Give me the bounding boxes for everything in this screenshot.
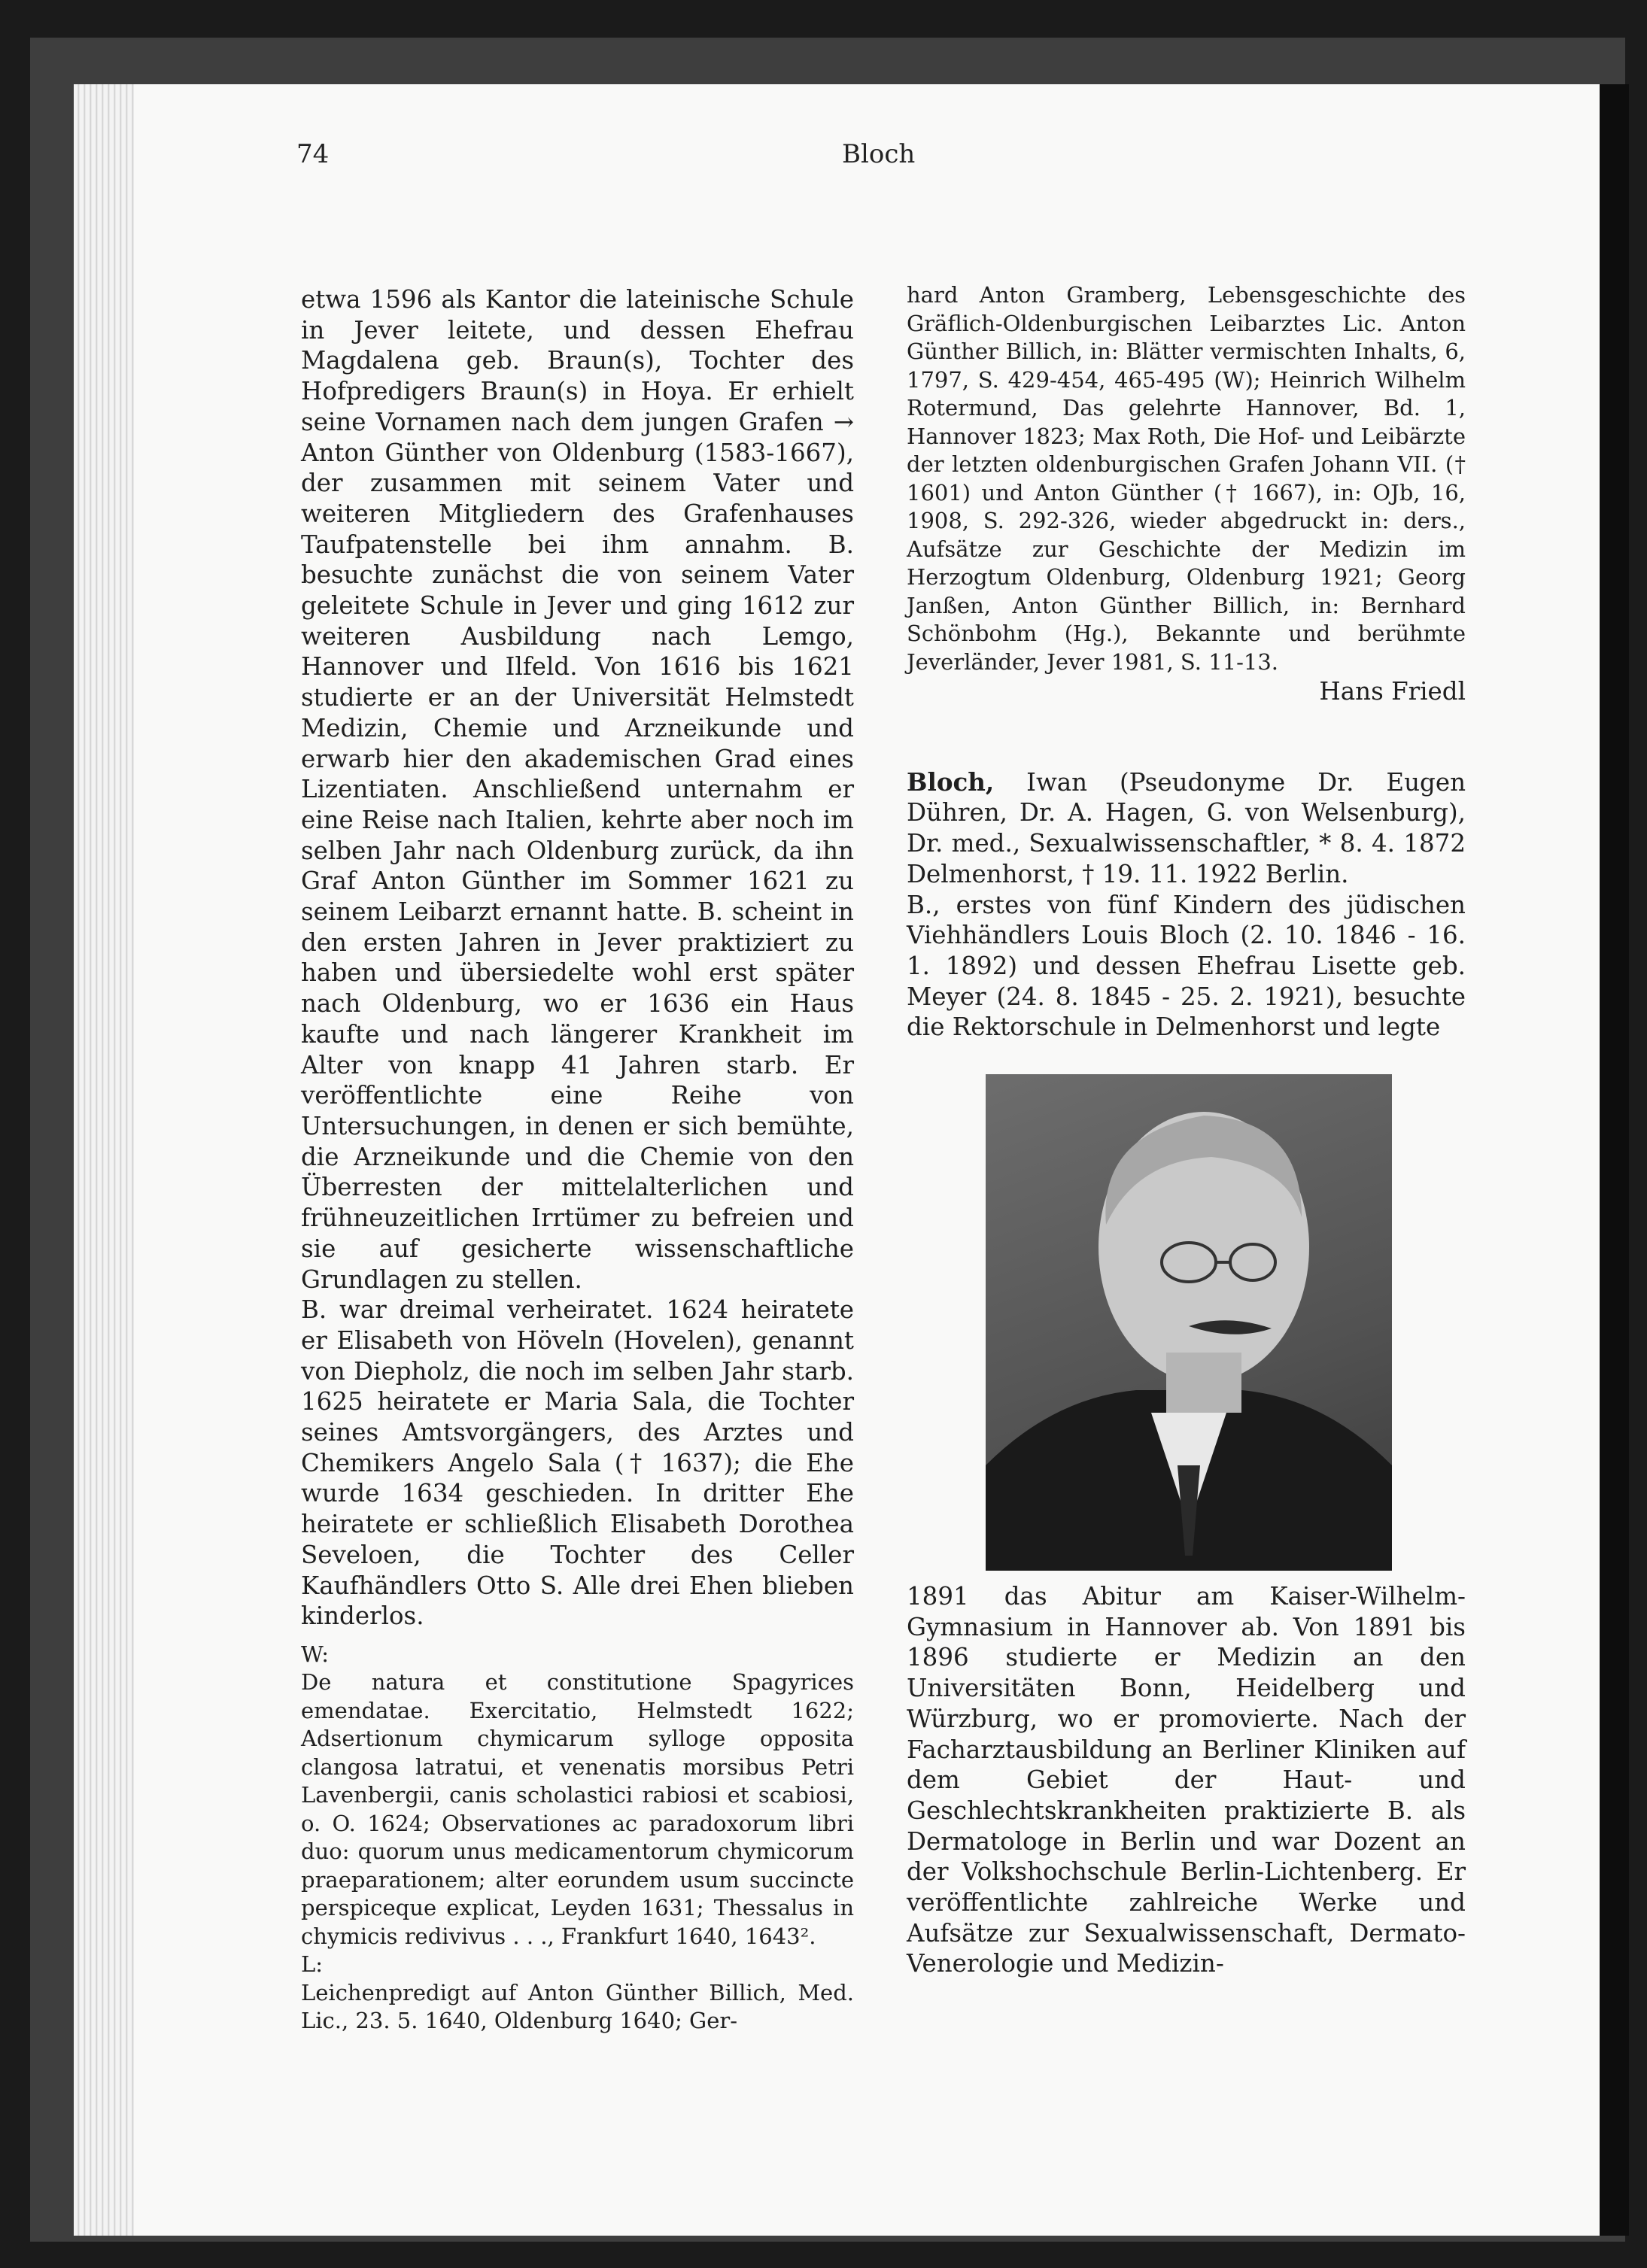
body-paragraph: B. war dreimal verheiratet. 1624 heiratete er Elisabeth von Höveln (Hovelen), genannt von Diepholz, die noch im selben Jahr starb. 1625 heiratete er Maria Sala, die Tochter seines Amtsvorgängers, des Arztes und Chemikers Angelo Sala († 1637); die Ehe wurde 1634 geschieden. In dritter Ehe heiratete er schließlich Elisabeth Dorothea Seveloen, die Tochter des Celler Kaufhändlers Otto S. Alle drei Ehen blieben kinderlos. [301,1295,854,1631]
literature-continuation: hard Anton Gramberg, Lebensgeschichte des Gräflich-Oldenburgischen Leibarztes Lic. Anton Günther Billich, in: Blätter vermischten Inhalts, 6, 1797, S. 429-454, 465-495 (W); Heinrich Wilhelm Rotermund, Das gelehrte Hannover, Bd. 1, Hannover 1823; Max Roth, Die Hof- und Leibärzte der letzten oldenburgischen Grafen Johann VII. († 1601) und Anton Günther († 1667), in: OJb, 16, 1908, S. 292-326, wieder abgedruckt in: ders., Aufsätze zur Geschichte der Medizin im Herzogtum Oldenburg, Oldenburg 1921; Georg Janßen, Anton Günther Billich, in: Bernhard Schönbohm (Hg.), Bekannte und berühmte Jeverländer, Jever 1981, S. 11-13. [907,282,1466,675]
works-heading: W: [301,1641,330,1667]
literature-list: Leichenpredigt auf Anton Günther Billich, Med. Lic., 23. 5. 1640, Oldenburg 1640; Ger- [301,1979,854,2034]
works-list: De natura et constitutione Spagyrices emendatae. Exercitatio, Helmstedt 1622; Adsertionum chymicarum sylloge opposita clangosa latratui, et venenatis morsibus Petri Lavenbergii, canis scholastici rabiosi et scabiosi, o. O. 1624; Observationes ac paradoxorum libri duo: quorum unus medicamentorum chymicorum praeparationem; alter eorundem usum succincte perspiceque explicat, Leyden 1631; Thessalus in chymicis redivivus . . ., Frankfurt 1640, 1643². [301,1669,854,1949]
entry-intro: Iwan (Pseudonyme Dr. Eugen Dühren, Dr. A. Hagen, G. von Welsenburg), Dr. med., Sexualwissenschaftler, * 8. 4. 1872 Delmenhorst, † 19. 11. 1922 Berlin. [907,767,1466,888]
biography-paragraph: 1891 das Abitur am Kaiser-Wilhelm-Gymnasium in Hannover ab. Von 1891 bis 1896 studierte er Medizin an den Universitäten Bonn, Heidelberg und Würzburg, wo er promovierte. Nach der Facharztausbildung an Berliner Kliniken auf dem Gebiet der Haut- und Geschlechtskrankheiten praktizierte B. als Dermatologe in Berlin und war Dozent an der Volkshochschule Berlin-Lichtenberg. Er veröffentlichte zahlreiche Werke und Aufsätze zur Sexualwissenschaft, Dermato-Venerologie und Medizin- [907,1582,1466,1978]
page-edges [74,84,135,2236]
entry-name: Bloch, [907,767,995,797]
biography-paragraph: B., erstes von fünf Kindern des jüdischen Viehhändlers Louis Bloch (2. 10. 1846 - 16. 1. 1892) und dessen Ehefrau Lisette geb. Meyer (24. 8. 1845 - 25. 2. 1921), besuchte die Rektorschule in Delmenhorst und legte [907,890,1466,1042]
book-spine [1599,84,1629,2236]
portrait-photo [986,1074,1392,1571]
body-paragraph: etwa 1596 als Kantor die lateinische Schule in Jever leitete, und dessen Ehefrau Magdalena geb. Braun(s), Tochter des Hofpredigers Braun(s) in Hoya. Er erhielt seine Vornamen nach dem jungen Grafen → Anton Günther von Oldenburg (1583-1667), der zusammen mit seinem Vater und weiteren Mitgliedern des Grafenhauses Taufpatenstelle bei ihm annahm. B. besuchte zunächst die von seinem Vater geleitete Schule in Jever und ging 1612 zur weiteren Ausbildung nach Lemgo, Hannover und Ilfeld. Von 1616 bis 1621 studierte er an der Universität Helmstedt Medizin, Chemie und Arzneikunde und erwarb hier den akademischen Grad eines Lizentiaten. Anschließend unternahm er eine Reise nach Italien, kehrte aber noch im selben Jahr nach Oldenburg zurück, da ihn Graf Anton Günther im Sommer 1621 zu seinem Leibarzt ernannt hatte. B. scheint in den ersten Jahren in Jever praktiziert zu haben und übersiedelte wohl erst später nach Oldenburg, wo er 1636 ein Haus kaufte und nach längerer Krankheit im Alter von knapp 41 Jahren starb. Er veröffentlichte eine Reihe von Untersuchungen, in denen er sich bemühte, die Arzneikunde und die Chemie von den Überresten der mittelalterlichen und frühneuzeitlichen Irrtümer zu befreien und sie auf gesicherte wissenschaftliche Grundlagen zu stellen. [301,285,854,1294]
entry-header [907,767,1466,890]
page-number: 74 [296,139,330,169]
author-signature: Hans Friedl [1319,677,1466,706]
entry-gap [907,707,1466,767]
running-title: Bloch [842,139,916,169]
literature-heading: L: [301,1951,324,1978]
left-column [301,284,854,2036]
right-column [907,281,1466,1979]
